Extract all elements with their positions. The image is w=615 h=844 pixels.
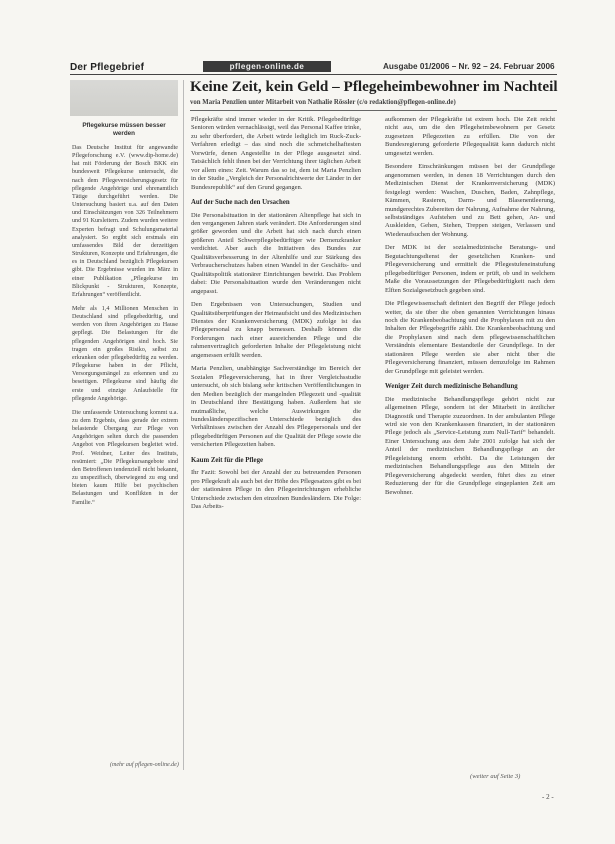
sidebar-photo (70, 80, 178, 116)
section-heading: Weniger Zeit durch medizinische Behandlung (385, 383, 518, 391)
article-paragraph: Die medizinische Behandlungspflege gehört nicht zur allgemeinen Pflege, sondern ist der Mitarbeit in ärztlicher Diagnostik und Therapie zuzuordnen. In der ambulanten Pflege wird sie von den Krankenkassen finanziert, in der stationären Pflege jedoch als „Service-Leistung zum Null-Tarif“ behandelt. Einer Untersuchung aus dem Jahr 2001 zufolge hat sich der Anteil der medizinischen Behandlungspflege an der Pflegeleistung enorm erhöht. Da die Leistungen der medizinischen Behandlungspflege aus den Mitteln der Pflegeversicherung abgedeckt werden, führt dies zu einer Reduzierung der für die Grundpflege eingeplanten Zeit am Bewohner. (385, 395, 555, 496)
article-paragraph: Maria Penzlien, unabhängige Sachverständige im Bereich der Sozialen Pflegeversicherung, hat in ihrer Vergleichsstudie untersucht, ob sich bislang sehr kritischen Veröffentlichungen in den Medien bezüglich der mangelnden Pflegezeit und -qualität in Deutschland ihre Bestätigung haben. Außerdem hat sie mutmaßliche, welche Auswirkungen die bundesländerspezifischen Unterschiede bezüglich des Verhältnisses zwischen der Anzahl des Pflegepersonals und der pflegebedürftigen Personen auf die Qualität der Pflege sowie die versicherten Pflegezeiten haben. (191, 365, 361, 449)
sidebar-footer: (mehr auf pflegen-online.de) (110, 762, 179, 768)
article-paragraph: Besondere Einschränkungen müssen bei der Grundpflege angenommen werden, in denen 18 Verrichtungen durch den Medizinischen Dienst der Krankenversicherung (MDK) festgelegt werden: Waschen, Duschen, Baden, Zahnpflege, Kämmen, Rasieren, Darm- und Blasenentleerung, mundgerechtes Zubereiten der Nahrung, Aufnahme der Nahrung, selbstständiges Aufstehen und zu Bett gehen, An- und Auskleiden, Gehen, Stehen, Treppen steigen, Verlassen und Wiederaufsuchen der Wohnung. (385, 163, 555, 238)
sidebar-paragraph: Die umfassende Untersuchung kommt u.a. zu dem Ergebnis, dass gerade der extrem belastende Übergang zur Pflege von Angehörigen selten durch die passenden Angebot von Pflegekursen begleitet wird. Prof. Weidner, Leiter des Instituts, resümiert: „Die Pflegekursangebote sind den Betroffenen tendenziell nicht bekannt, zu unspezifisch, überwiegend zu eng und bieten kaum Hilfe bei psychischen Belastungen und Konflikten in der Familie.“ (72, 409, 178, 506)
sidebar-paragraph: Das Deutsche Institut für angewandte Pflegeforschung e.V. (www.dip-home.de) hat mit Förderung der Bosch BKK ein bundesweit Pflegekurse untersucht, die nach dem Pflegeversicherungsgesetz für pflegende Angehörige und ehrenamtlich Tätige durchgeführt werden. Die Untersuchung basiert u.a. auf den Daten und Einschätzungen von 326 Teilnehmern und 91 Kursleitern. Zudem wurden weitere Experten befragt und Schulungsmaterial analysiert. So ergibt sich erstmals ein umfassendes Bild der derzeitigen Strukturen, Konzepte und Erfahrungen, die es in Deutschland bezüglich Pflegekursen gibt. Die Ergebnisse wurden im März in einer Publikation „Pflegekurse im Blickpunkt - Strukturen, Konzepte, Erfahrungen“ veröffentlicht. (72, 145, 178, 298)
article-paragraph: Die Personalsituation in der stationären Altenpflege hat sich in den vergangenen Jahren stark verändert. Die Anforderungen sind größer geworden und die Arbeit hat sich nach durch einen größeren Anteil Schwerpflegebedürftiger wie Demenzkranker verdichtet. Aber auch die Initiativen des Bundes zur Qualitätsverbesserung in der Altenhilfe und zur Stärkung des Verbraucherschutzes haben einen Wandel in der Geschäfts- und Qualitätspolitik stationärer Einrichtungen bewirkt. Das Problem dabei: Die Personalsituation wurde den Veränderungen nicht angepasst. (191, 211, 361, 295)
article-paragraph: Den Ergebnissen von Untersuchungen, Studien und Qualitätsüberprüfungen der Heimaufsicht und des Medizinischen Dienstes der Krankenversicherung (MDK) zufolge ist das Pflegepersonal zu knapp bemessen. Deshalb können die Forderungen nach einer ausreichenden Pflege und die rahmenvertraglich geforderten Inhalte der Pflegeleistung nicht angemessen erfüllt werden. (191, 301, 361, 359)
article-column-right (385, 116, 555, 502)
sidebar-paragraph: Mehr als 1,4 Millionen Menschen in Deutschland sind pflegebedürftig, und werden von ihren Angehörigen zu Hause gepflegt. Die Belastungen für die pflegenden Angehörigen sind hoch. Sie tragen ein großes Risiko, selbst zu erkranken oder pflegebedürftig zu werden. Pflegekurse haben in der Pflicht, Versorgungsmängel zu erkennen und zu beseitigen. Pflegekurse sind häufig die erste und einzige Anlaufstelle für pflegende Angehörige. (72, 305, 178, 402)
sidebar-heading: Pflegekurse müssen besser werden (82, 122, 166, 137)
brand-logo: pflegen-online.de (203, 61, 331, 72)
page-number: - 2 - (542, 793, 554, 801)
sidebar-body (72, 144, 178, 513)
headline-divider (190, 110, 557, 111)
article-paragraph: Die Pflegewissenschaft definiert den Begriff der Pflege jedoch weiter, da sie über die oben genannten Verrichtungen hinaus noch die Krankenbeobachtung und die Prophylaxen mit zu den Inhalten der Pflegebegriffe zählt. Die Krankenbeobachtung und die Prophylaxen sind nach dem pflegewissenschaftlichen Verständnis elementare Bestandteile der Grundpflege. In der stationären Pflege werden sie aber nicht über die Pflegeversicherung finanziert, müssen demzufolge im Rahmen der Grundpflege mit geleistet werden. (385, 300, 555, 375)
article-paragraph: aufkommen der Pflegekräfte ist extrem hoch. Die Zeit reicht nicht aus, um die den Pflegeheimbewohnern per Gesetz zugesetzen Pflegezeiten zu erfüllen. Die von der Bundesregierung geforderte Pflegequalität kann dadurch nicht umgesetzt werden. (385, 116, 555, 157)
article-headline: Keine Zeit, kein Geld – Pflegeheimbewohner im Nachteil (190, 78, 558, 95)
article-column-middle (191, 116, 361, 516)
section-heading: Auf der Suche nach den Ursachen (191, 199, 290, 207)
column-divider (183, 80, 184, 770)
continued-note: (weiter auf Seite 3) (470, 773, 521, 780)
article-paragraph: Ihr Fazit: Sowohl bei der Anzahl der zu betreuenden Personen pro Pflegekraft als auch bei der Höhe des Pflegesatzes gibt es bei der stationären Pflege in den Pflegeeinrichtungen erhebliche Unterschiede zwischen den einzelnen Bundesländern. Die Folge: Das Arbeits- (191, 469, 361, 511)
issue-info: Ausgabe 01/2006 – Nr. 92 – 24. Februar 2006 (383, 62, 555, 71)
section-heading: Kaum Zeit für die Pflege (191, 456, 263, 464)
article-paragraph: Pflegekräfte sind immer wieder in der Kritik. Pflegebedürftige Senioren würden vernachlässigt, weil das Personal Kaffee trinke, zu sehr überfordert, die Arbeit würde lediglich im Ruck-Zuck-Verfahren erledigt – das sind noch die schmeichelhaftesten Vorwürfe, denen Angestellte in der Pflege ausgesetzt sind. Tatsächlich fehlt ihnen bei der Verrichtung ihrer täglichen Arbeit vor allem eines: Zeit. Warum das so ist, dem ist Maria Penzlien in der Studie „Vergleich der Personalrichtwerte der Länder in der Bundesrepublik“ auf den Grund gegangen. (191, 116, 361, 191)
publication-title: Der Pflegebrief (70, 62, 145, 73)
article-byline: von Maria Penzlien unter Mitarbeit von Nathalie Rössler (c/o redaktion@pflegen-online.de) (190, 99, 456, 106)
header-divider (70, 74, 557, 75)
article-paragraph: Der MDK ist der sozialmedizinische Beratungs- und Begutachtungsdienst der gesetzlichen Kranken- und Pflegeversicherung und ermittelt die Pflegestufeneinstufung pflegebedürftiger Personen, indem er prüft, ob und in welchem Maße die Voraussetzungen der Pflegebedürftigkeit nach dem Elften Sozialgesetzbuch gegeben sind. (385, 244, 555, 294)
